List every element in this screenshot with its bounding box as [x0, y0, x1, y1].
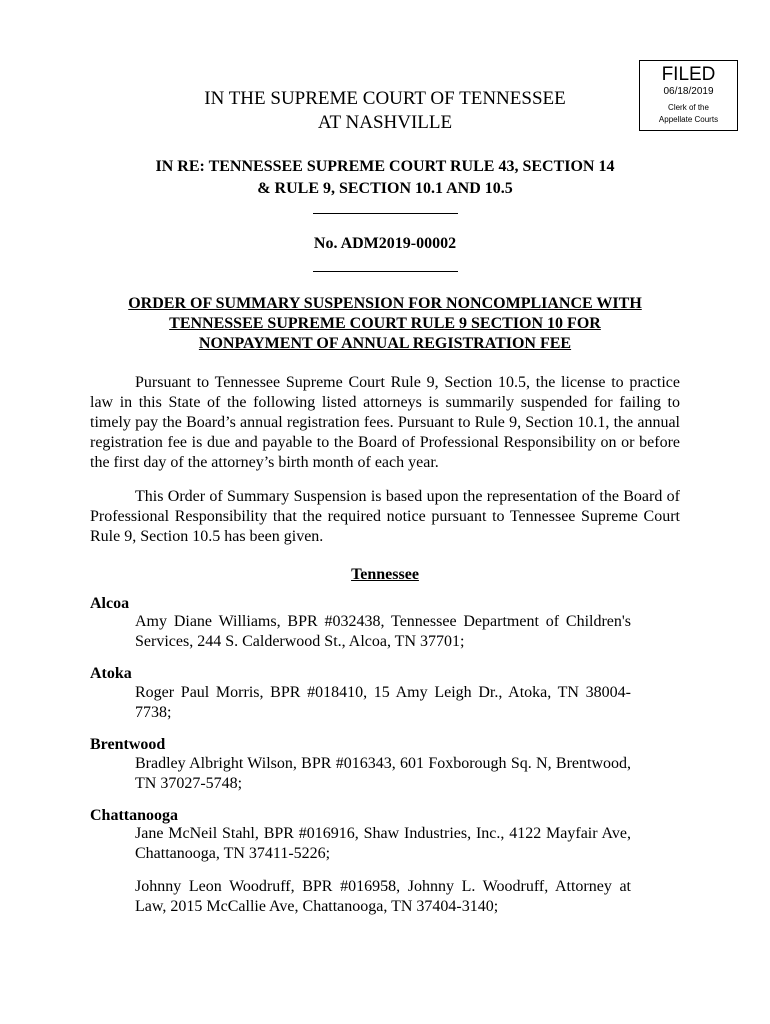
attorney-entry: Roger Paul Morris, BPR #018410, 15 Amy Leigh Dr., Atoka, TN 38004-7738; — [135, 684, 631, 721]
clerk-label: Clerk of the — [668, 103, 709, 112]
order-title-line1: ORDER OF SUMMARY SUSPENSION FOR NONCOMPLIANCE WITH — [128, 295, 642, 312]
city-heading-alcoa: Alcoa — [90, 595, 130, 612]
city-heading-brentwood: Brentwood — [90, 736, 166, 753]
city-heading-atoka: Atoka — [90, 665, 132, 682]
court-name: IN THE SUPREME COURT OF TENNESSEE — [204, 88, 566, 109]
filed-date: 06/18/2019 — [663, 86, 714, 97]
in-re-caption-line2: & RULE 9, SECTION 10.1 AND 10.5 — [257, 180, 513, 197]
appellate-courts-label: Appellate Courts — [658, 115, 719, 124]
order-title-line2: TENNESSEE SUPREME COURT RULE 9 SECTION 10 FOR — [169, 315, 601, 332]
attorney-entry: Amy Diane Williams, BPR #032438, Tennessee Department of Children's Services, 244 S. Calderwood St., Alcoa, TN 37701; — [135, 613, 631, 650]
attorney-entry: Johnny Leon Woodruff, BPR #016958, Johnny L. Woodruff, Attorney at Law, 2015 McCallie Ave, Chattanooga, TN 37404-3140; — [135, 878, 631, 915]
attorney-entry: Bradley Albright Wilson, BPR #016343, 601 Foxborough Sq. N, Brentwood, TN 37027-5748; — [135, 755, 631, 792]
divider-bottom — [313, 271, 458, 272]
city-heading-chattanooga: Chattanooga — [90, 807, 179, 824]
docket-number: No. ADM2019-00002 — [313, 235, 457, 252]
court-location: AT NASHVILLE — [317, 112, 453, 133]
filed-label: FILED — [661, 64, 716, 85]
state-heading: Tennessee — [351, 566, 419, 583]
body-paragraph-2: This Order of Summary Suspension is based upon the representation of the Board of Professional Responsibility that the required notice pursuant to Tennessee Supreme Court Rule 9, Section 10.5 has been given. — [90, 488, 680, 545]
in-re-caption-line1: IN RE: TENNESSEE SUPREME COURT RULE 43, SECTION 14 — [155, 158, 615, 175]
divider-top — [313, 213, 458, 214]
order-title — [90, 294, 680, 354]
body-paragraph-1: Pursuant to Tennessee Supreme Court Rule 9, Section 10.5, the license to practice law in this State of the following listed attorneys is summarily suspended for failing to timely pay the Board’s annual registration fees. Pursuant to Rule 9, Section 10.1, the annual registration fee is due and payable to the Board of Professional Responsibility on or before the first day of the attorney’s birth month of each year. — [90, 374, 680, 471]
attorney-entry: Jane McNeil Stahl, BPR #016916, Shaw Industries, Inc., 4122 Mayfair Ave, Chattanooga, TN 37411-5226; — [135, 825, 631, 862]
order-title-line3: NONPAYMENT OF ANNUAL REGISTRATION FEE — [198, 335, 572, 352]
